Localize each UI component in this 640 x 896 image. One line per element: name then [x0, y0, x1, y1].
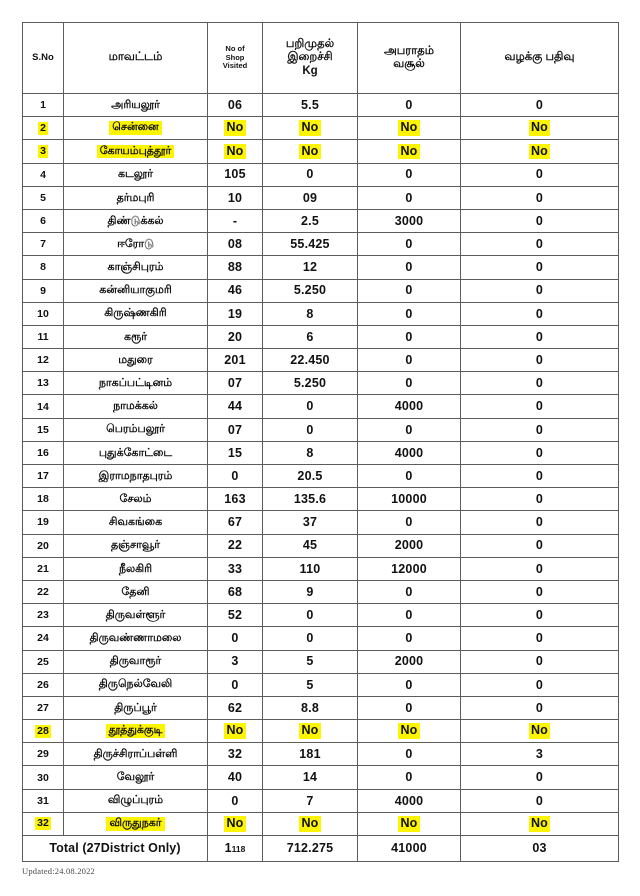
- cell-cases: [461, 140, 619, 163]
- cell-district: தஞ்சாவூர்: [64, 534, 208, 557]
- cell-sno: 5: [23, 186, 64, 209]
- cell-shops-visited: 08: [208, 233, 263, 256]
- cell-district: திருப்பூர்: [64, 696, 208, 719]
- cell-cases: 0: [461, 557, 619, 580]
- table-row: [23, 140, 619, 163]
- cell-district: திருவண்ணாமலை: [64, 627, 208, 650]
- updated-note: Updated:24.08.2022: [22, 866, 96, 876]
- cell-cases: 0: [461, 163, 619, 186]
- cell-seized-kg: [263, 720, 358, 743]
- cell-seized-kg: 14: [263, 766, 358, 789]
- cell-seized-kg: 0: [263, 395, 358, 418]
- cell-shops-visited: 33: [208, 557, 263, 580]
- cell-sno: 1: [23, 94, 64, 117]
- cell-cases: 0: [461, 256, 619, 279]
- table-header: [23, 23, 619, 94]
- highlight-mark: No: [226, 816, 244, 831]
- cell-cases: 0: [461, 511, 619, 534]
- cell-district: புதுக்கோட்டை: [64, 441, 208, 464]
- cell-seized-kg: 20.5: [263, 465, 358, 488]
- cell-seized-kg: 8: [263, 302, 358, 325]
- column-header-fine-line2: வசூல்: [393, 58, 425, 70]
- highlight-mark: No: [530, 816, 549, 831]
- district-inspection-table: [22, 22, 619, 862]
- cell-seized-kg: [263, 812, 358, 835]
- cell-cases: 0: [461, 349, 619, 372]
- cell-cases: 0: [461, 372, 619, 395]
- cell-sno: 9: [23, 279, 64, 302]
- highlight-mark: No: [400, 723, 418, 738]
- cell-sno: 11: [23, 325, 64, 348]
- cell-shops-visited: 0: [208, 627, 263, 650]
- cell-sno: 20: [23, 534, 64, 557]
- cell-fine: [358, 720, 461, 743]
- column-header-kg-line1: பறிமுதல்: [285, 38, 335, 51]
- cell-district: சேலம்: [64, 488, 208, 511]
- cell-district: தேனி: [64, 580, 208, 603]
- total-fine: 41000: [358, 836, 461, 862]
- cell-cases: [461, 812, 619, 835]
- cell-shops-visited: [208, 117, 263, 140]
- highlight-mark: 32: [37, 817, 49, 830]
- table-row: [23, 812, 619, 835]
- table-row: [23, 94, 619, 117]
- cell-sno: 29: [23, 743, 64, 766]
- cell-seized-kg: 09: [263, 186, 358, 209]
- cell-district: விழுப்புரம்: [64, 789, 208, 812]
- cell-district: [64, 117, 208, 140]
- cell-fine: [358, 812, 461, 835]
- cell-shops-visited: 20: [208, 325, 263, 348]
- cell-sno: [23, 812, 64, 835]
- cell-seized-kg: [263, 140, 358, 163]
- cell-seized-kg: 0: [263, 418, 358, 441]
- cell-seized-kg: 5.250: [263, 279, 358, 302]
- cell-cases: 0: [461, 94, 619, 117]
- column-header-shops-visited: [208, 23, 263, 94]
- table-row: [23, 209, 619, 232]
- highlight-mark: 3: [40, 144, 46, 157]
- column-header-seized-meat-kg: [263, 23, 358, 94]
- highlight-mark: No: [226, 120, 244, 135]
- cell-district: நாமக்கல்: [64, 395, 208, 418]
- table-row: [23, 279, 619, 302]
- table-row: [23, 349, 619, 372]
- cell-district: கடலூர்: [64, 163, 208, 186]
- highlight-mark: No: [301, 120, 319, 135]
- cell-shops-visited: 40: [208, 766, 263, 789]
- cell-fine: 12000: [358, 557, 461, 580]
- cell-district: கரூர்: [64, 325, 208, 348]
- total-shops-main: 1: [224, 841, 232, 856]
- cell-sno: 15: [23, 418, 64, 441]
- cell-fine: 0: [358, 673, 461, 696]
- highlight-mark: No: [226, 723, 244, 738]
- highlight-mark: No: [530, 143, 549, 158]
- cell-cases: 0: [461, 209, 619, 232]
- cell-sno: 27: [23, 696, 64, 719]
- cell-district: பெரம்பலூர்: [64, 418, 208, 441]
- cell-seized-kg: 0: [263, 163, 358, 186]
- cell-shops-visited: 0: [208, 673, 263, 696]
- table-row: [23, 720, 619, 743]
- cell-seized-kg: 0: [263, 627, 358, 650]
- highlight-mark: No: [301, 723, 319, 738]
- cell-cases: 0: [461, 302, 619, 325]
- column-header-fine-line1: அபராதம்: [383, 44, 435, 57]
- cell-cases: 0: [461, 465, 619, 488]
- table-row: [23, 325, 619, 348]
- cell-fine: [358, 117, 461, 140]
- cell-shops-visited: 06: [208, 94, 263, 117]
- cell-sno: 21: [23, 557, 64, 580]
- cell-fine: 0: [358, 349, 461, 372]
- cell-sno: 30: [23, 766, 64, 789]
- highlight-mark: No: [400, 143, 418, 158]
- cell-district: கிருஷ்ணகிரி: [64, 302, 208, 325]
- cell-shops-visited: [208, 140, 263, 163]
- cell-fine: 0: [358, 163, 461, 186]
- cell-cases: 0: [461, 534, 619, 557]
- column-header-shops-line1: No of: [225, 44, 245, 54]
- cell-district: வேலூர்: [64, 766, 208, 789]
- table-body: [23, 94, 619, 836]
- cell-district: இராமநாதபுரம்: [64, 465, 208, 488]
- cell-district: திருநெல்வேலி: [64, 673, 208, 696]
- cell-fine: 4000: [358, 395, 461, 418]
- cell-seized-kg: 5.250: [263, 372, 358, 395]
- cell-shops-visited: 0: [208, 465, 263, 488]
- cell-seized-kg: 8.8: [263, 696, 358, 719]
- highlight-mark: No: [400, 816, 418, 831]
- cell-sno: [23, 140, 64, 163]
- cell-fine: 0: [358, 580, 461, 603]
- cell-seized-kg: 110: [263, 557, 358, 580]
- cell-shops-visited: 88: [208, 256, 263, 279]
- cell-seized-kg: 7: [263, 789, 358, 812]
- cell-shops-visited: 19: [208, 302, 263, 325]
- cell-seized-kg: 135.6: [263, 488, 358, 511]
- highlight-mark: சென்னை: [109, 121, 161, 135]
- cell-district: ஈரோடு: [64, 233, 208, 256]
- cell-fine: 2000: [358, 534, 461, 557]
- cell-shops-visited: 15: [208, 441, 263, 464]
- cell-sno: [23, 720, 64, 743]
- cell-fine: 0: [358, 233, 461, 256]
- cell-fine: 0: [358, 604, 461, 627]
- cell-seized-kg: 22.450: [263, 349, 358, 372]
- cell-fine: 0: [358, 186, 461, 209]
- cell-cases: 0: [461, 604, 619, 627]
- cell-fine: 0: [358, 743, 461, 766]
- table-row: [23, 557, 619, 580]
- cell-sno: 22: [23, 580, 64, 603]
- cell-cases: 0: [461, 279, 619, 302]
- cell-cases: 0: [461, 627, 619, 650]
- highlight-mark: விருதுநகர்: [106, 817, 164, 831]
- table-header-row: [23, 23, 619, 94]
- cell-shops-visited: 07: [208, 372, 263, 395]
- highlight-mark: No: [400, 120, 418, 135]
- cell-sno: 6: [23, 209, 64, 232]
- cell-cases: 0: [461, 325, 619, 348]
- cell-fine: 0: [358, 766, 461, 789]
- cell-sno: 8: [23, 256, 64, 279]
- cell-fine: 4000: [358, 441, 461, 464]
- cell-sno: 25: [23, 650, 64, 673]
- cell-fine: 3000: [358, 209, 461, 232]
- table-row: [23, 766, 619, 789]
- table-row: [23, 302, 619, 325]
- cell-district: அரியலூர்: [64, 94, 208, 117]
- cell-shops-visited: [208, 812, 263, 835]
- cell-fine: 0: [358, 418, 461, 441]
- cell-fine: 0: [358, 511, 461, 534]
- cell-cases: [461, 720, 619, 743]
- column-header-fine-collected: [358, 23, 461, 94]
- table-row: [23, 117, 619, 140]
- table-row: [23, 604, 619, 627]
- cell-district: மதுரை: [64, 349, 208, 372]
- cell-district: கன்னியாகுமரி: [64, 279, 208, 302]
- cell-district: தர்மபுரி: [64, 186, 208, 209]
- cell-district: திண்டுக்கல்: [64, 209, 208, 232]
- cell-seized-kg: 2.5: [263, 209, 358, 232]
- cell-fine: 0: [358, 696, 461, 719]
- cell-fine: 0: [358, 302, 461, 325]
- table-row: [23, 673, 619, 696]
- cell-cases: 0: [461, 395, 619, 418]
- table-row: [23, 465, 619, 488]
- cell-cases: 0: [461, 186, 619, 209]
- cell-shops-visited: 68: [208, 580, 263, 603]
- cell-shops-visited: 67: [208, 511, 263, 534]
- cell-cases: 0: [461, 673, 619, 696]
- cell-seized-kg: 0: [263, 604, 358, 627]
- cell-shops-visited: 44: [208, 395, 263, 418]
- cell-sno: 18: [23, 488, 64, 511]
- table-row: [23, 696, 619, 719]
- table-row: [23, 627, 619, 650]
- total-cases: 03: [461, 836, 619, 862]
- cell-cases: 0: [461, 580, 619, 603]
- cell-seized-kg: 181: [263, 743, 358, 766]
- table-row: [23, 511, 619, 534]
- cell-shops-visited: 46: [208, 279, 263, 302]
- cell-seized-kg: 55.425: [263, 233, 358, 256]
- cell-shops-visited: 163: [208, 488, 263, 511]
- column-header-shops-line2: Shop: [225, 52, 245, 62]
- cell-district: சிவகங்கை: [64, 511, 208, 534]
- table-footer: [23, 836, 619, 862]
- cell-seized-kg: 5: [263, 673, 358, 696]
- cell-fine: 0: [358, 325, 461, 348]
- table-row: [23, 789, 619, 812]
- cell-seized-kg: 45: [263, 534, 358, 557]
- cell-seized-kg: [263, 117, 358, 140]
- table-row: [23, 650, 619, 673]
- highlight-mark: 28: [37, 724, 49, 737]
- cell-district: [64, 812, 208, 835]
- cell-cases: 0: [461, 696, 619, 719]
- cell-cases: 0: [461, 488, 619, 511]
- cell-seized-kg: 5.5: [263, 94, 358, 117]
- highlight-mark: No: [530, 120, 549, 135]
- cell-shops-visited: 10: [208, 186, 263, 209]
- cell-shops-visited: 201: [208, 349, 263, 372]
- table-row: [23, 186, 619, 209]
- cell-sno: 13: [23, 372, 64, 395]
- cell-shops-visited: [208, 720, 263, 743]
- table-row: [23, 395, 619, 418]
- table-row: [23, 163, 619, 186]
- table-row: [23, 743, 619, 766]
- column-header-shops-line3: Visited: [222, 61, 248, 71]
- table-row: [23, 256, 619, 279]
- cell-fine: 0: [358, 94, 461, 117]
- cell-fine: [358, 140, 461, 163]
- cell-sno: 10: [23, 302, 64, 325]
- cell-shops-visited: 0: [208, 789, 263, 812]
- cell-shops-visited: 07: [208, 418, 263, 441]
- cell-cases: 0: [461, 441, 619, 464]
- cell-shops-visited: 52: [208, 604, 263, 627]
- cell-sno: 23: [23, 604, 64, 627]
- highlight-mark: கோயம்புத்தூர்: [97, 145, 175, 159]
- table-row: [23, 233, 619, 256]
- cell-cases: 0: [461, 789, 619, 812]
- cell-district: திருவாரூர்: [64, 650, 208, 673]
- cell-cases: 0: [461, 766, 619, 789]
- cell-shops-visited: 32: [208, 743, 263, 766]
- cell-seized-kg: 37: [263, 511, 358, 534]
- total-shops-small: 118: [231, 844, 246, 855]
- cell-district: திருவள்ளூர்: [64, 604, 208, 627]
- cell-fine: 0: [358, 256, 461, 279]
- cell-sno: 26: [23, 673, 64, 696]
- column-header-district: மாவட்டம்: [64, 23, 208, 94]
- cell-sno: 31: [23, 789, 64, 812]
- cell-cases: 3: [461, 743, 619, 766]
- column-header-cases-registered: வழக்கு பதிவு: [461, 23, 619, 94]
- cell-sno: 4: [23, 163, 64, 186]
- highlight-mark: தூத்துக்குடி: [106, 724, 166, 738]
- highlight-mark: No: [530, 723, 549, 738]
- table-row: [23, 372, 619, 395]
- column-header-kg-line3: Kg: [302, 64, 318, 77]
- highlight-mark: No: [301, 143, 319, 158]
- cell-fine: 0: [358, 627, 461, 650]
- table-row: [23, 488, 619, 511]
- highlight-mark: No: [301, 816, 319, 831]
- cell-district: நாகப்பட்டினம்: [64, 372, 208, 395]
- cell-sno: 19: [23, 511, 64, 534]
- column-header-sno: S.No: [23, 23, 64, 94]
- cell-cases: 0: [461, 418, 619, 441]
- cell-cases: [461, 117, 619, 140]
- cell-sno: 14: [23, 395, 64, 418]
- cell-district: காஞ்சிபுரம்: [64, 256, 208, 279]
- cell-cases: 0: [461, 650, 619, 673]
- cell-sno: 17: [23, 465, 64, 488]
- cell-seized-kg: 5: [263, 650, 358, 673]
- cell-seized-kg: 8: [263, 441, 358, 464]
- cell-fine: 2000: [358, 650, 461, 673]
- cell-fine: 4000: [358, 789, 461, 812]
- cell-district: நீலகிரி: [64, 557, 208, 580]
- cell-fine: 0: [358, 465, 461, 488]
- table-row: [23, 534, 619, 557]
- total-shops-visited: [208, 836, 263, 862]
- cell-district: [64, 140, 208, 163]
- cell-district: [64, 720, 208, 743]
- cell-shops-visited: 62: [208, 696, 263, 719]
- cell-fine: 0: [358, 279, 461, 302]
- total-label: Total (27District Only): [23, 836, 208, 862]
- column-header-kg-line2: இறைச்சி: [287, 51, 333, 64]
- highlight-mark: No: [226, 143, 244, 158]
- cell-seized-kg: 9: [263, 580, 358, 603]
- cell-sno: [23, 117, 64, 140]
- cell-district: திருச்சிராப்பள்ளி: [64, 743, 208, 766]
- cell-cases: 0: [461, 233, 619, 256]
- cell-sno: 7: [23, 233, 64, 256]
- cell-shops-visited: 22: [208, 534, 263, 557]
- cell-seized-kg: 12: [263, 256, 358, 279]
- cell-shops-visited: 105: [208, 163, 263, 186]
- cell-sno: 12: [23, 349, 64, 372]
- total-row: [23, 836, 619, 862]
- cell-sno: 24: [23, 627, 64, 650]
- table-row: [23, 441, 619, 464]
- cell-shops-visited: -: [208, 209, 263, 232]
- table-row: [23, 418, 619, 441]
- total-seized-kg: 712.275: [263, 836, 358, 862]
- cell-seized-kg: 6: [263, 325, 358, 348]
- cell-sno: 16: [23, 441, 64, 464]
- cell-fine: 10000: [358, 488, 461, 511]
- cell-fine: 0: [358, 372, 461, 395]
- table-row: [23, 580, 619, 603]
- highlight-mark: 2: [40, 121, 46, 134]
- cell-shops-visited: 3: [208, 650, 263, 673]
